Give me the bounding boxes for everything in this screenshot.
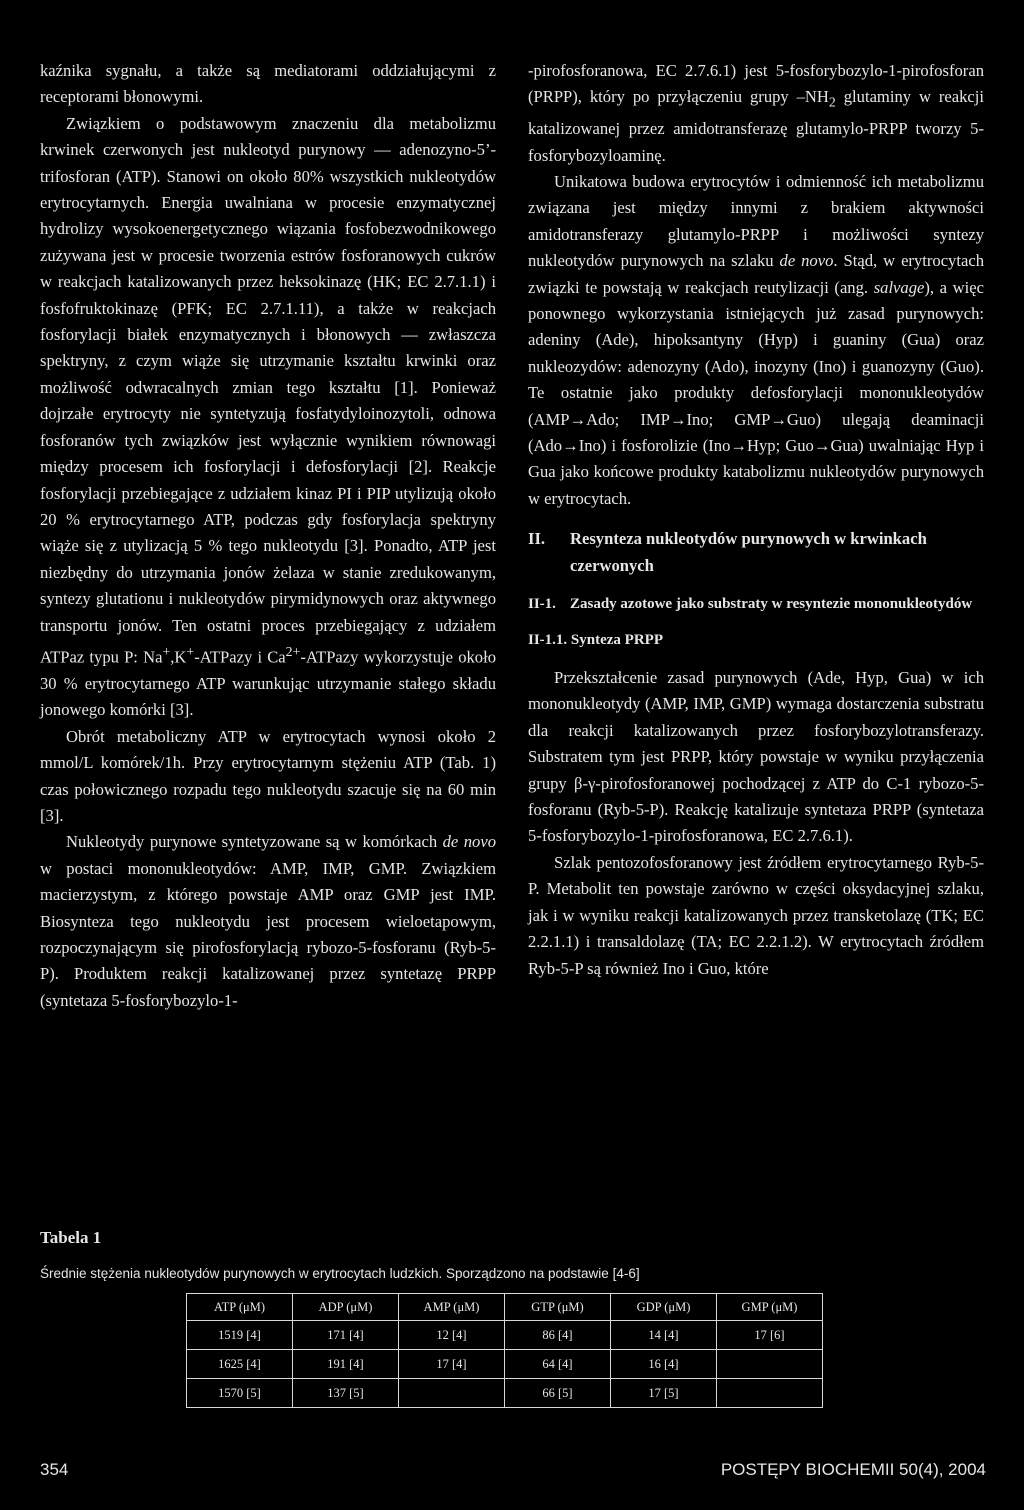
table-cell: 17 [6]	[717, 1321, 823, 1350]
table-cell	[717, 1350, 823, 1379]
table-row	[187, 1321, 823, 1350]
section-heading: II. Resynteza nukleotydów purynowych w krwinkach czerwonych	[528, 529, 927, 575]
nucleotide-table	[186, 1293, 823, 1408]
table-cell	[399, 1379, 505, 1408]
table-cell: 1625 [4]	[187, 1350, 293, 1379]
table-cell: 86 [4]	[505, 1321, 611, 1350]
table-row	[187, 1379, 823, 1408]
paragraph: Przekształcenie zasad purynowych (Ade, Hyp, Gua) w ich mononukleotydy (AMP, IMP, GMP) wymaga dostarczenia substratu dla reakcji katalizowanych przez fosforybozylotransferazy. Substratem tym jest PRPP, który powstaje w wyniku przyłączenia grupy β-γ-pirofosforanowej pochodzącej z ATP do C-1 rybozo-5-fosforanu (Ryb-5-P). Reakcję katalizuje syntetaza PRPP (syntetaza 5-fosforybozylo-1-pirofosforanowa, EC 2.7.6.1).	[528, 668, 984, 846]
paragraph: Związkiem o podstawowym znaczeniu dla metabolizmu krwinek czerwonych jest nukleotyd purynowy — adenozyno-5’-trifosforan (ATP). Stanowi on około 80% wszystkich nukleotydów erytrocytarnych. Energia uwalniana w procesie enzymatycznej hydrolizy wysokoenergetycznego wiązania fosfobezwodnikowego zużywana jest w procesie tworzenia estrów fosforanowych cukrów w reakcjach katalizowanych przez heksokinazę (HK; EC 2.7.1.1) i fosfofruktokinazę (PFK; EC 2.7.1.11), a także w reakcjach fosforylacji białek enzymatycznych i błonowych — zwłaszcza spektryny, z czym wiąże się utrzymanie kształtu krwinki oraz możliwość odwracalnych zmian tego kształtu [1]. Ponieważ dojrzałe erytrocyty nie syntetyzują fosfatydyloinozytoli, odnowa fosforanów tych związków jest wyłącznie wynikiem równowagi między procesem ich fosforylacji i defosforylacji [2]. Reakcje fosforylacji przebiegające z udziałem kinaz PI i PIP utylizują około 20 % erytrocytarnego ATP, podczas gdy fosforylacja spektryny wiąże się z utylizacją 5 % tego nukleotydu [3]. Ponadto, ATP jest niezbędny do utrzymania jonów żelaza w stanie zredukowanym, syntezy glutationu i nukleotydów pirymidynowych oraz aktywnego transportu jonów. Ten ostatni proces przebiegający z udziałem ATPaz typu P: Na+,K+-ATPazy i $Ca^{2+}$-ATPazy wykorzystuje około 30 % erytrocytarnego ATP warunkując utrzymanie stałego składu jonowego komórki [3].	[40, 113, 496, 720]
table-caption: Średnie stężenia nukleotydów purynowych w erytrocytach ludzkich. Sporządzono na podstawie [4-6]	[40, 1266, 640, 1281]
table-cell: 17 [5]	[611, 1379, 717, 1408]
left-column	[40, 58, 496, 1014]
table-header-row	[187, 1294, 823, 1321]
table-cell: 64 [4]	[505, 1350, 611, 1379]
paragraph: kaźnika sygnału, a także są mediatorami oddziałującymi z receptorami błonowymi.	[40, 61, 496, 107]
table-header-cell: GMP (μM)	[717, 1294, 823, 1321]
table-cell: 17 [4]	[399, 1350, 505, 1379]
table-cell: 16 [4]	[611, 1350, 717, 1379]
table-header-cell: GDP (μM)	[611, 1294, 717, 1321]
table-cell: 137 [5]	[293, 1379, 399, 1408]
paragraph: Unikatowa budowa erytrocytów i odmienność ich metabolizmu związana jest między innymi z brakiem aktywności amidotransferazy glutamylo-PRPP i możliwości syntezy nukleotydów purynowych na szlaku de novo. Stąd, w erytrocytach związki te powstają w reakcjach reutylizacji (ang. salvage), a więc ponownego wykorzystania istniejących już zasad purynowych: adeniny (Ade), hipoksantyny (Hyp) i guaniny (Gua) oraz nukleozydów: adenozyny (Ado), inozyny (Ino) i guanozyny (Guo). Te ostatnie jako produkty defosforylacji mononukleotydów (AMP→Ado; IMP→Ino; GMP→Guo) ulegają deaminacji (Ado→Ino) i fosforolizie (Ino→Hyp; Guo→Gua) uwalniając Hyp i Gua jako końcowe produkty katabolizmu nukleotydów purynowych w erytrocytach.	[528, 171, 984, 508]
journal-footer: POSTĘPY BIOCHEMII 50(4), 2004	[720, 1460, 986, 1479]
paragraph: Szlak pentozofosforanowy jest źródłem erytrocytarnego Ryb-5-P. Metabolit ten powstaje zarówno w części oksydacyjnej szlaku, jak i w wyniku reakcji katalizowanych przez transketolazę (TK; EC 2.2.1.1) i transaldolazę (TA; EC 2.2.1.2). W erytrocytach źródłem Ryb-5-P są również Ino i Guo, które	[528, 852, 984, 978]
table-cell: 12 [4]	[399, 1321, 505, 1350]
paragraph: Nukleotydy purynowe syntetyzowane są w komórkach de novo w postaci mononukleotydów: AMP, IMP, GMP. Związkiem macierzystym, z którego powstaje AMP oraz GMP jest IMP. Biosynteza tego nukleotydu jest procesem wieloetapowym, rozpoczynającym się pirofosforylacją rybozo-5-fosforanu (Ryb-5-P). Produktem reakcji katalizowanej przez syntetazę PRPP (syntetaza 5-fosforybozylo-1-	[40, 832, 496, 1010]
table-cell: 1570 [5]	[187, 1379, 293, 1408]
right-column	[528, 58, 984, 982]
table-cell: 14 [4]	[611, 1321, 717, 1350]
table-cell: 191 [4]	[293, 1350, 399, 1379]
table-header-cell: AMP (μM)	[399, 1294, 505, 1321]
table-cell: 171 [4]	[293, 1321, 399, 1350]
table-cell: 1519 [4]	[187, 1321, 293, 1350]
table-cell	[717, 1379, 823, 1408]
table-row	[187, 1350, 823, 1379]
table-header-cell: GTP (μM)	[505, 1294, 611, 1321]
paragraph: -pirofosforanowa, EC 2.7.6.1) jest 5-fosforybozylo-1-pirofosforan (PRPP), który po przyłączeniu grupy $-NH_2$ glutaminy w reakcji katalizowanej przez amidotransferazę glutamylo-PRPP tworzy 5-fosforybozyloaminę.	[528, 61, 984, 165]
table-header-cell: ATP (μM)	[187, 1294, 293, 1321]
table-header-cell: ADP (μM)	[293, 1294, 399, 1321]
subsection-heading: II-1. Zasady azotowe jako substraty w resyntezie mononukleotydów	[528, 596, 973, 613]
paragraph: Obrót metaboliczny ATP w erytrocytach wynosi około 2 mmol/L komórek/1h. Przy erytrocytarnym stężeniu ATP (Tab. 1) czas połowicznego rozpadu tego nukleotydu szacuje się na 60 min [3].	[40, 726, 496, 825]
table-title: Tabela 1	[40, 1228, 102, 1247]
subsubsection-heading: II-1.1. Synteza PRPP	[528, 632, 663, 649]
page-number: 354	[40, 1460, 69, 1479]
table-cell: 66 [5]	[505, 1379, 611, 1408]
